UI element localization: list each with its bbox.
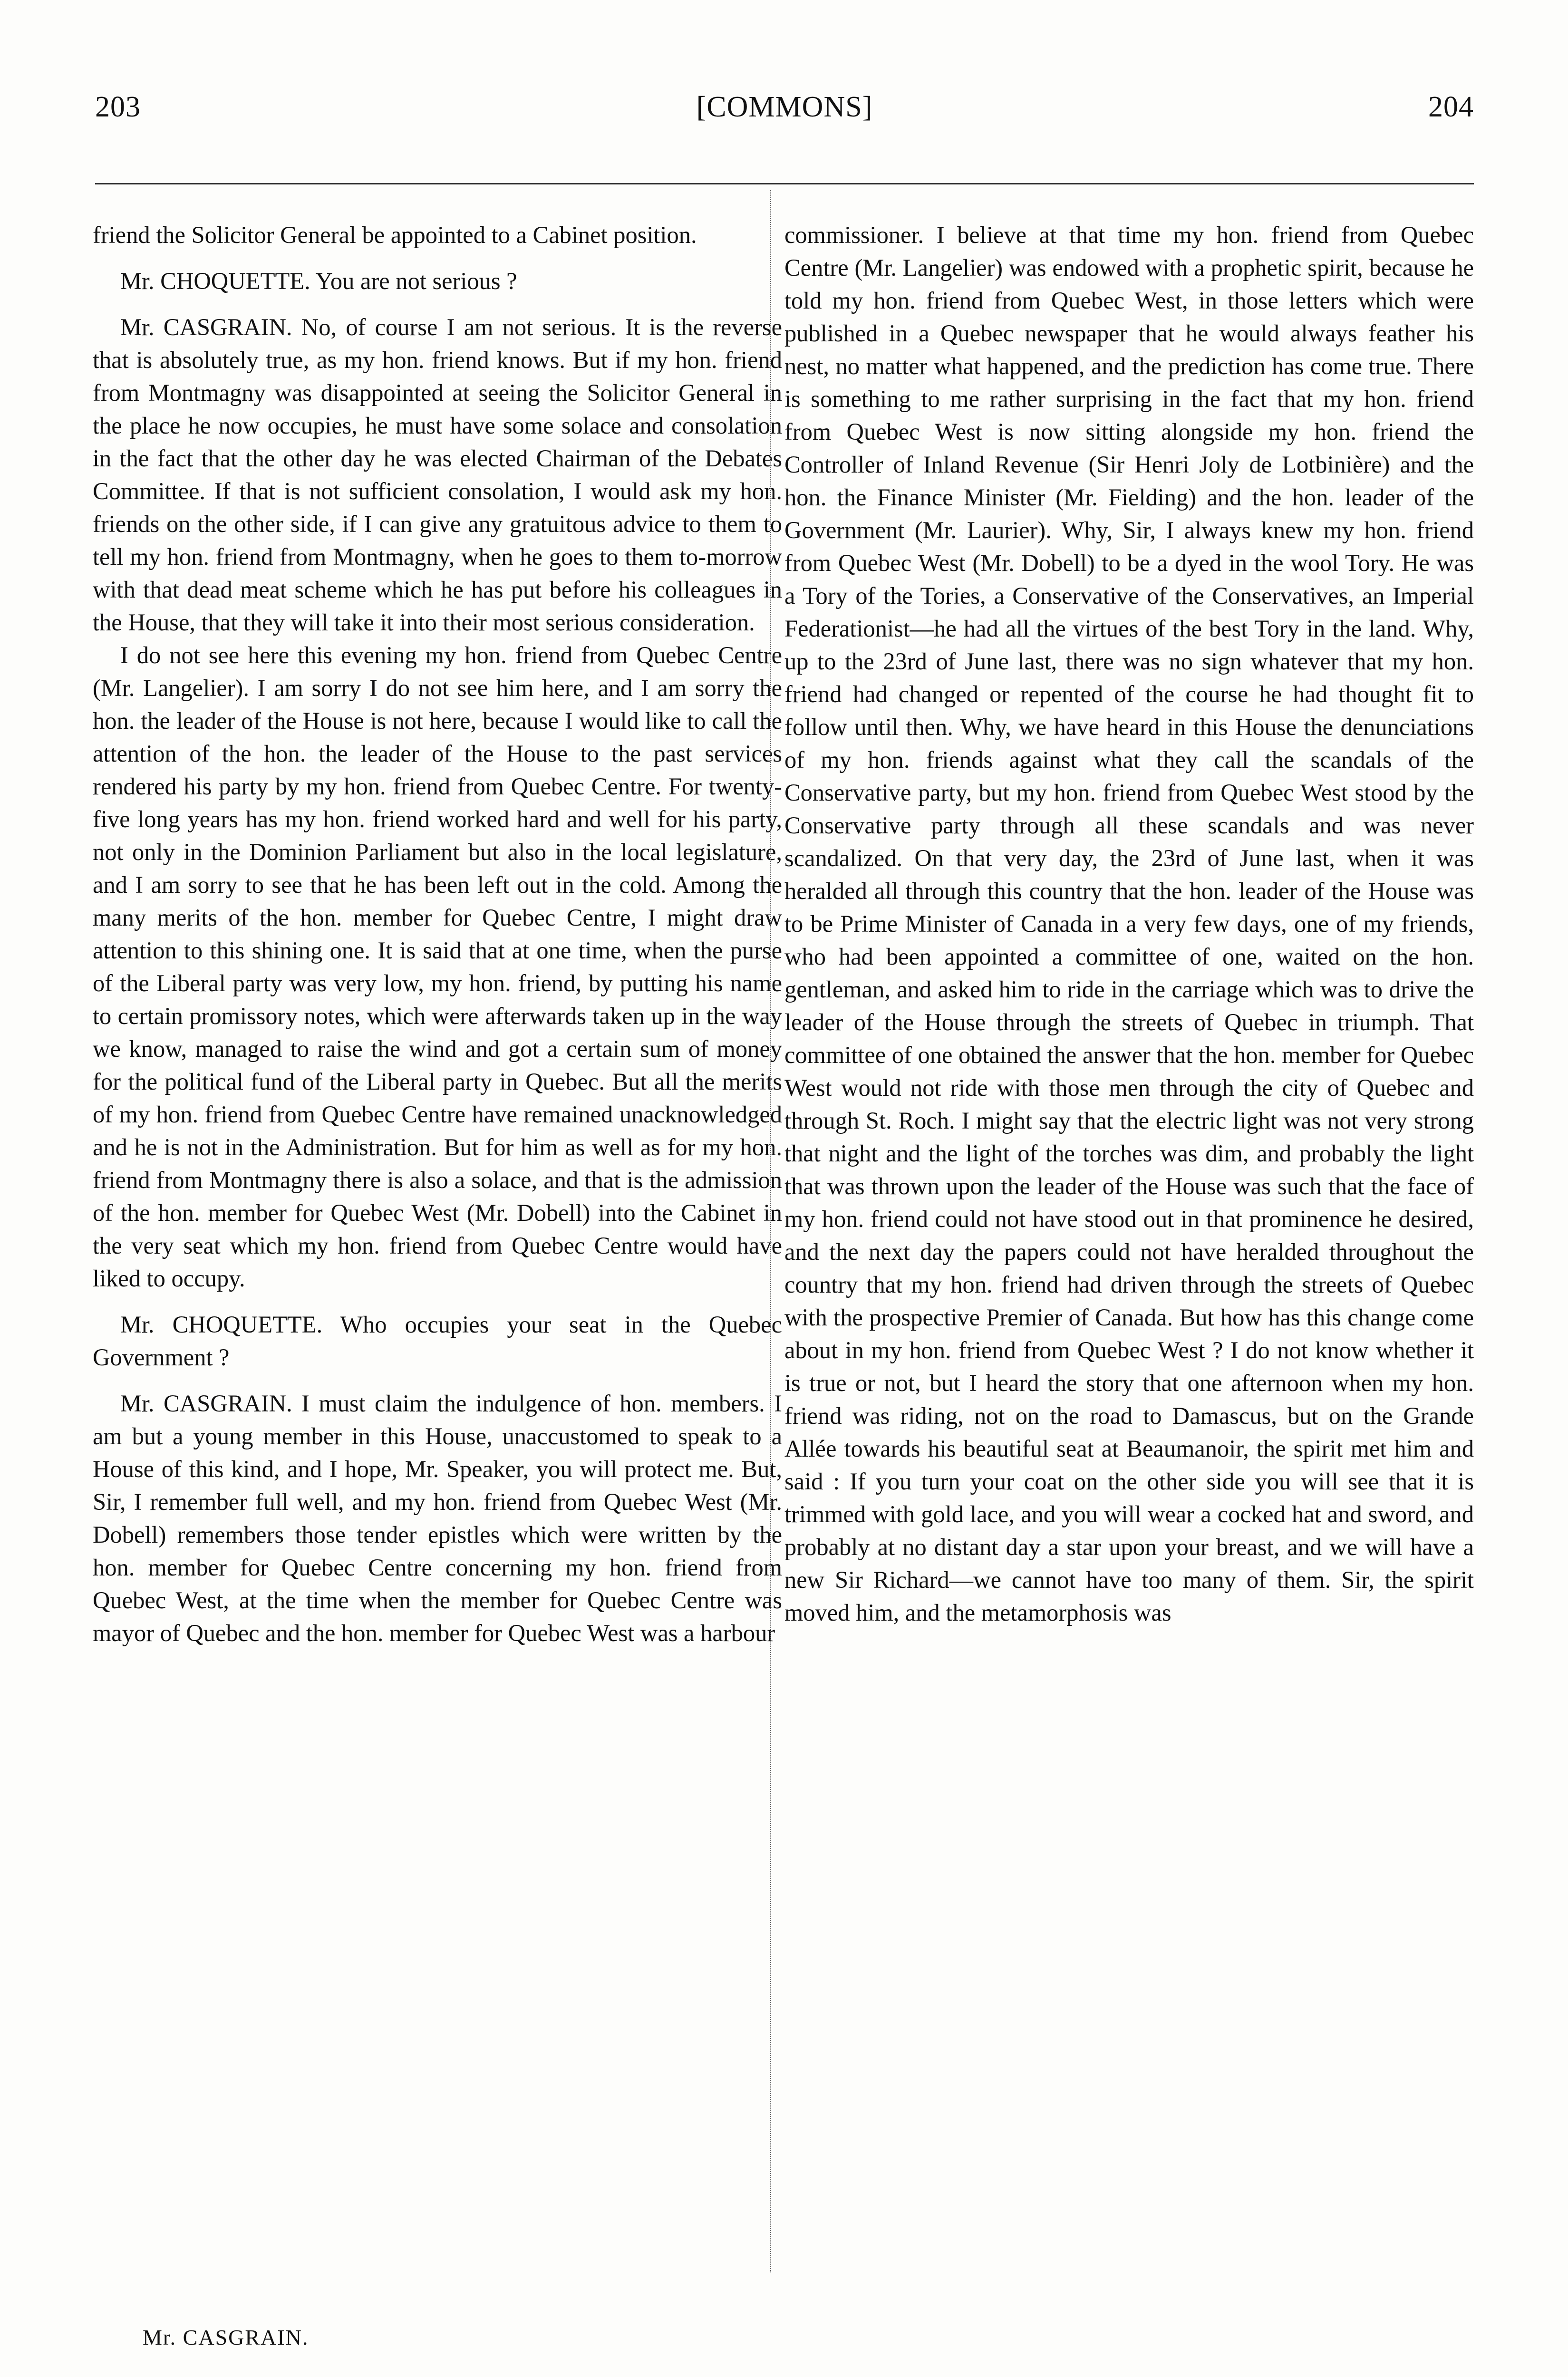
paragraph: Mr. CHOQUETTE. You are not serious ? <box>120 268 517 294</box>
page-header <box>95 71 1474 128</box>
paragraph: Mr. CASGRAIN. I must claim the indulgence of hon. members. I am but a young member in this House, unaccustomed to speak to a House of this kind, and I hope, Mr. Speaker, you will protect me. But, Sir, I remember full well, and my hon. friend from Quebec West (Mr. Dobell) remembers those tender epistles which were written by the hon. member for Quebec Centre concerning my hon. friend from Quebec West, at the time when the member for Quebec Centre was mayor of Quebec and the hon. member for Quebec West was a harbour <box>93 1390 782 1646</box>
paragraph: Mr. CASGRAIN. No, of course I am not serious. It is the reverse that is absolutely true, as my hon. friend knows. But if my hon. friend from Montmagny was disappointed at seeing the Solicitor General in the place he now occupies, he must have some solace and consolation in the fact that the other day he was elected Chairman of the Debates Committee. If that is not sufficient consolation, I would ask my hon. friends on the other side, if I can give any gratuitous advice to them to tell my hon. friend from Montmagny, when he goes to them to-morrow with that dead meat scheme which he has put before his colleagues in the House, that they will take it into their most serious consideration. <box>93 314 782 636</box>
paragraph: Mr. CHOQUETTE. Who occupies your seat in the Quebec Government ? <box>93 1311 782 1371</box>
column-divider <box>770 190 771 2272</box>
right-column <box>784 219 1474 2263</box>
header-rule <box>95 183 1474 184</box>
speaker-footer: Mr. CASGRAIN. <box>143 2325 309 2349</box>
left-column <box>93 219 782 2263</box>
paragraph: friend the Solicitor General be appointed to a Cabinet position. <box>93 222 697 248</box>
page-number-left: 203 <box>95 91 141 123</box>
running-title: [COMMONS] <box>696 91 873 123</box>
paragraph: I do not see here this evening my hon. friend from Quebec Centre (Mr. Langelier). I am sorry I do not see him here, and I am sorry the hon. the leader of the House is not here, because I would like to call the attention of the hon. the leader of the House to the past services rendered his party by my hon. friend from Quebec Centre. For twenty-five long years has my hon. friend worked hard and well for his party, not only in the Dominion Parliament but also in the local legislature, and I am sorry to see that he has been left out in the cold. Among the many merits of the hon. member for Quebec Centre, I might draw attention to this shining one. It is said that at one time, when the purse of the Liberal party was very low, my hon. friend, by putting his name to certain promissory notes, which were afterwards taken up in the way we know, managed to raise the wind and got a certain sum of money for the political fund of the Liberal party in Quebec. But all the merits of my hon. friend from Quebec Centre have remained unacknowledged and he is not in the Administration. But for him as well as for my hon. friend from Montmagny there is also a solace, and that is the admission of the hon. member for Quebec West (Mr. Dobell) into the Cabinet in the very seat which my hon. friend from Quebec Centre would have liked to occupy. <box>93 642 782 1292</box>
page-number-right: 204 <box>1428 91 1474 123</box>
paragraph: commissioner. I believe at that time my hon. friend from Quebec Centre (Mr. Langelier) was endowed with a prophetic spirit, because he told my hon. friend from Quebec West, in those letters which were published in a Quebec newspaper that he would always feather his nest, no matter what happened, and the prediction has come true. There is something to me rather surprising in the fact that my hon. friend from Quebec West is now sitting alongside my hon. friend the Controller of Inland Revenue (Sir Henri Joly de Lotbinière) and the hon. the Finance Minister (Mr. Fielding) and the hon. leader of the Government (Mr. Laurier). Why, Sir, I always knew my hon. friend from Quebec West (Mr. Dobell) to be a dyed in the wool Tory. He was a Tory of the Tories, a Conservative of the Conservatives, an Imperial Federationist—he had all the virtues of the best Tory in the land. Why, up to the 23rd of June last, there was no sign whatever that my hon. friend had changed or repented of the course he had thought fit to follow until then. Why, we have heard in this House the denunciations of my hon. friends against what they call the scandals of the Conservative party, but my hon. friend from Quebec West stood by the Conservative party through all these scandals and was never scandalized. On that very day, the 23rd of June last, when it was heralded all through this country that the hon. leader of the House was to be Prime Minister of Canada in a very few days, one of my friends, who had been appointed a committee of one, waited on the hon. gentleman, and asked him to ride in the carriage which was to drive the leader of the House through the streets of Quebec in triumph. That committee of one obtained the answer that the hon. member for Quebec West would not ride with those men through the city of Quebec and through St. Roch. I might say that the electric light was not very strong that night and the light of the torches was dim, and probably the light that was thrown upon the leader of the House was such that the face of my hon. friend could not have stood out in that prominence he desired, and the next day the papers could not have heralded throughout the country that my hon. friend had driven through the streets of Quebec with the prospective Premier of Canada. But how has this change come about in my hon. friend from Quebec West ? I do not know whether it is true or not, but I heard the story that one afternoon when my hon. friend was riding, not on the road to Damascus, but on the Grande Allée towards his beautiful seat at Beaumanoir, the spirit met him and said : If you turn your coat on the other side you will see that it is trimmed with gold lace, and you will wear a cocked hat and sword, and probably at no distant day a star upon your breast, and we will have a new Sir Richard—we cannot have too many of them. Sir, the spirit moved him, and the metamorphosis was <box>784 222 1474 1626</box>
